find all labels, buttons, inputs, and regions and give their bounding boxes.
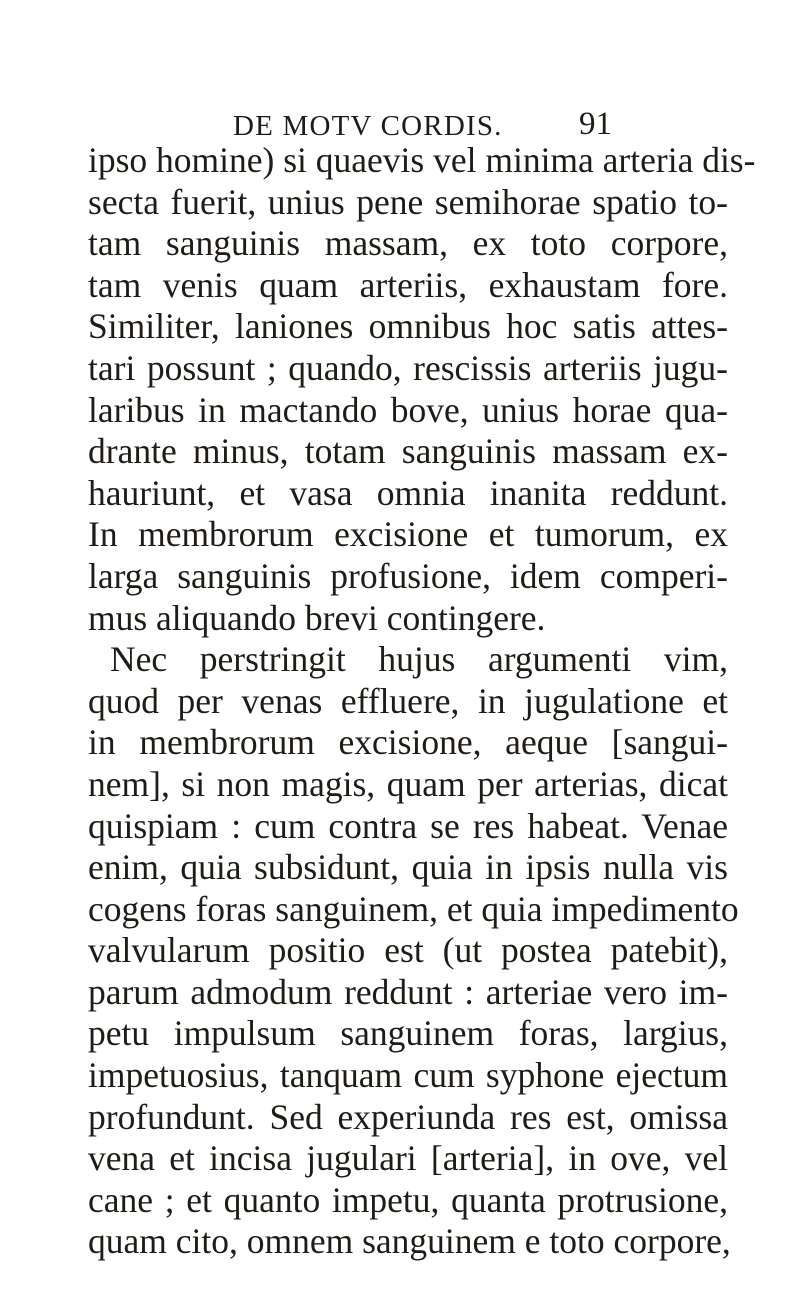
text-line: ipso homine) si quaevis vel minima arteria dis- — [88, 140, 756, 180]
text-line: tam sanguinis massam, ex toto corpore, — [88, 223, 728, 264]
text-line: enim, quia subsidunt, quia in ipsis nulla vis — [88, 847, 728, 888]
text-line: quispiam : cum contra se res habeat. Venae — [88, 805, 728, 846]
text-line: tari possunt ; quando, rescissis arteriis jugu- — [88, 347, 728, 388]
paragraph-last-line: mus aliquando brevi contingere. — [88, 597, 546, 638]
text-line: parum admodum reddunt : arteriae vero im- — [88, 971, 728, 1012]
text-line: in membrorum excisione, aeque [sangui- — [88, 722, 728, 763]
text-line: quod per venas effluere, in jugulatione et — [88, 680, 728, 721]
text-line: In membrorum excisione et tumorum, ex — [88, 514, 728, 555]
text-line: quam cito, omnem sanguinem e toto corpore, — [88, 1221, 731, 1262]
text-line: drante minus, totam sanguinis massam ex- — [88, 431, 728, 472]
text-line: secta fuerit, unius pene semihorae spatio to- — [88, 181, 728, 222]
running-head: DE MOTV CORDIS. — [233, 110, 503, 142]
paragraph-first-line: Nec perstringit hujus argumenti vim, — [110, 639, 728, 680]
page-number: 91 — [579, 106, 612, 142]
text-line: cogens foras sanguinem, et quia impedimento — [88, 888, 739, 929]
text-line: hauriunt, et vasa omnia inanita reddunt. — [88, 472, 728, 513]
text-line: Similiter, laniones omnibus hoc satis attes- — [88, 306, 728, 347]
text-line: profundunt. Sed experiunda res est, omissa — [88, 1096, 728, 1137]
body-text — [88, 140, 756, 1263]
text-line: larga sanguinis profusione, idem comperi- — [88, 555, 728, 596]
text-line: petu impulsum sanguinem foras, largius, — [88, 1013, 728, 1054]
text-line: valvularum positio est (ut postea patebit), — [88, 930, 728, 971]
text-line: impetuosius, tanquam cum syphone ejectum — [88, 1055, 728, 1096]
text-line: tam venis quam arteriis, exhaustam fore. — [88, 264, 728, 305]
text-line: laribus in mactando bove, unius horae qua- — [88, 389, 728, 430]
text-line: nem], si non magis, quam per arterias, dicat — [88, 763, 728, 804]
text-line: cane ; et quanto impetu, quanta protrusione, — [88, 1179, 728, 1220]
text-line: vena et incisa jugulari [arteria], in ove, vel — [88, 1138, 728, 1179]
